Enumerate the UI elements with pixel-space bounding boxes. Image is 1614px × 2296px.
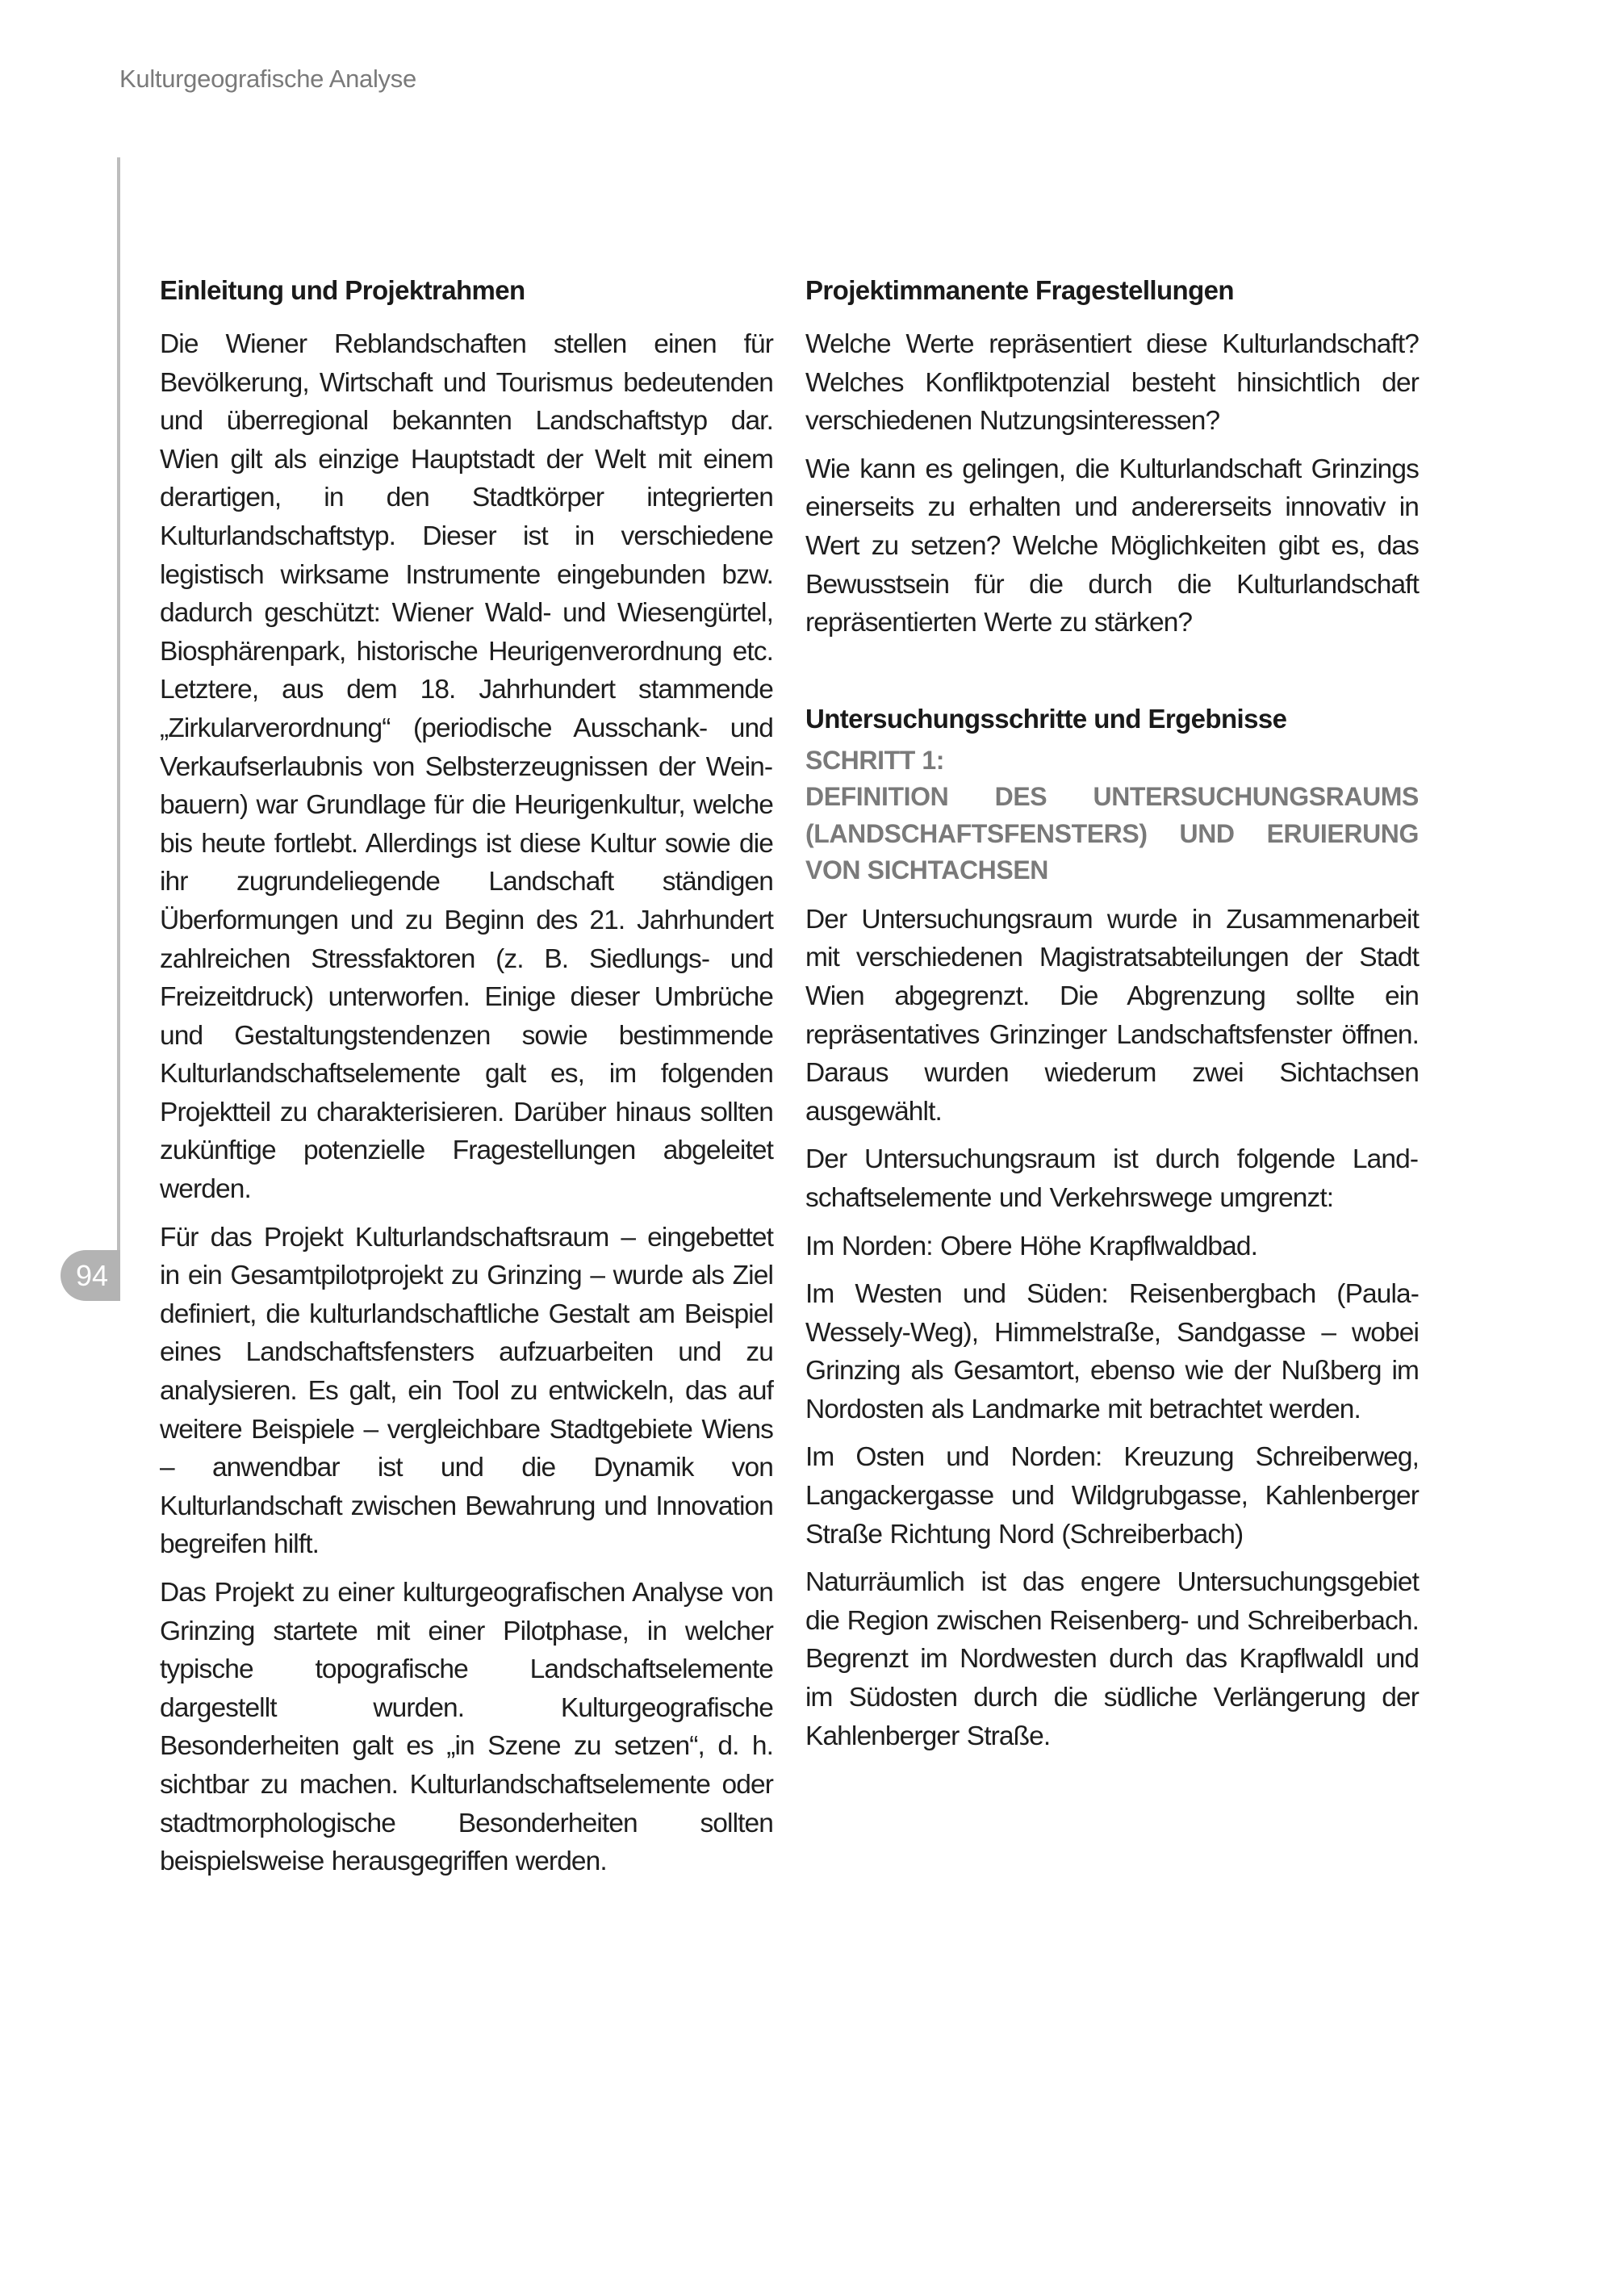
- section-heading-fragestellungen: Projektimmanente Fragestellungen: [805, 275, 1234, 305]
- page-number-tab: [61, 1250, 120, 1301]
- section-spacer: [805, 652, 1419, 699]
- running-head-title: Kulturgeografische Analyse: [119, 65, 416, 93]
- paragraph: Der Untersuchungsraum ist durch folgende Landschaftselemente und Verkehrswege umgrenzt:: [805, 1144, 1419, 1213]
- step-title-line: VON SICHTACHSEN: [805, 855, 1048, 885]
- section-heading-untersuchungsschritte: Untersuchungsschritte und Ergebnisse: [805, 703, 1287, 734]
- paragraph: Naturräumlich ist das engere Untersuchungsgebiet die Region zwischen Reisenberg- und Schreiberbach. Begrenzt im Nordwesten durch das Krapflwaldl und im Südosten durch die südliche Verlängerung der Kahlenberger Straße.: [805, 1567, 1419, 1751]
- paragraph: Das Projekt zu einer kulturgeografischen Analyse von Grinzing startete mit einer Pilotphase, in welcher typische topografische Landschaftselemente dargestellt wurden. Kulturgeografische Besonderheiten galt es „in Szene zu setzen“, d. h. sichtbar zu machen. Kulturlandschaftselemente oder stadtmorphologische Besonderheiten sollten beispielsweise herausgegriffen werden.: [160, 1578, 773, 1877]
- right-column: [805, 270, 1419, 1765]
- page-number: 94: [75, 1258, 109, 1292]
- paragraph: Wie kann es gelingen, die Kulturlandschaft Grinzings einerseits zu erhalten und andererseits innovativ in Wert zu setzen? Welche Möglichkeiten gibt es, das Bewusstsein für die durch die Kulturlandschaft repräsentierten Werte zu stärken?: [805, 454, 1419, 638]
- paragraph: Für das Projekt Kulturlandschaftsraum – eingebettet in ein Gesamtpilotprojekt zu Grinzing – wurde als Ziel definiert, die kulturlandschaftliche Gestalt am Beispiel eines Landschaftsfensters aufzuarbeiten und zu analysieren. Es galt, ein Tool zu entwickeln, das auf weitere Beispiele – vergleichbare Stadtgebiete Wiens – anwendbar ist und die Dynamik von Kulturlandschaft zwischen Bewahrung und Innovation begreifen hilft.: [160, 1222, 773, 1560]
- paragraph: Im Osten und Norden: Kreuzung Schreiberweg, Langackergasse und Wildgrubgasse, Kahlenberger Straße Richtung Nord (Schreiberbach): [805, 1442, 1419, 1549]
- paragraph: Die Wiener Reblandschaften stellen einen für Bevölkerung, Wirtschaft und Tourismus bedeutenden und überregional bekannten Landschaftstyp dar. Wien gilt als einzige Hauptstadt der Welt mit einem derartigen, in den Stadtkörper integrierten Kulturlandschaftstyp. Dieser ist in verschiedene legistisch wirksame Instrumente eingebunden bzw. dadurch geschützt: Wiener Wald- und Wiesengürtel, Biosphärenpark, historische Heurigenverordnung etc. Letztere, aus dem 18. Jahrhundert stammende „Zirkularverordnung“ (periodische Ausschank- und Verkaufserlaubnis von Selbsterzeugnissen der Weinbauern) war Grundlage für die Heurigenkultur, welche bis heute fortlebt. Allerdings ist diese Kultur sowie die ihr zugrundeliegende Landschaft ständigen Überformungen und zu Beginn des 21. Jahrhundert zahlreichen Stressfaktoren (z. B. Siedlungs- und Freizeitdruck) unterworfen. Einige dieser Umbrüche und Gestaltungstendenzen sowie bestimmende Kulturlandschaftselemente galt es, im folgenden Projektteil zu charakterisieren. Darüber hinaus sollten zukünftige potenzielle Fragestellungen abgeleitet werden.: [160, 329, 773, 1205]
- paragraph: Der Untersuchungsraum wurde in Zusammenarbeit mit verschiedenen Magistratsabteilungen der Stadt Wien abgegrenzt. Die Abgrenzung sollte ein repräsentatives Grinzinger Landschaftsfenster öffnen. Daraus wurden wiederum zwei Sichtachsen ausgewählt.: [805, 904, 1419, 1127]
- paragraph: Welche Werte repräsentiert diese Kulturlandschaft? Welches Konfliktpotenzial besteht hinsichtlich der verschiedenen Nutzungsinteressen?: [805, 329, 1419, 437]
- margin-rule: [117, 157, 120, 1301]
- paragraph: Im Westen und Süden: Reisenbergbach (Paula-Wessely-Weg), Himmelstraße, Sandgasse – wobei Grinzing als Gesamtort, ebenso wie der Nußberg im Nordosten als Landmarke mit betrachtet werden.: [805, 1279, 1419, 1424]
- section-heading-einleitung: Einleitung und Projektrahmen: [160, 275, 525, 305]
- left-column: [160, 270, 773, 1891]
- step-title-line: DEFINITION DES UNTERSUCHUNGSRAUMS: [805, 782, 1419, 812]
- step-label: SCHRITT 1:: [805, 745, 945, 775]
- paragraph: Im Norden: Obere Höhe Krapflwaldbad.: [805, 1231, 1258, 1261]
- step-title-line: (LANDSCHAFTSFENSTERS) UND ERUIERUNG: [805, 818, 1419, 848]
- step-subheading: [805, 742, 1419, 889]
